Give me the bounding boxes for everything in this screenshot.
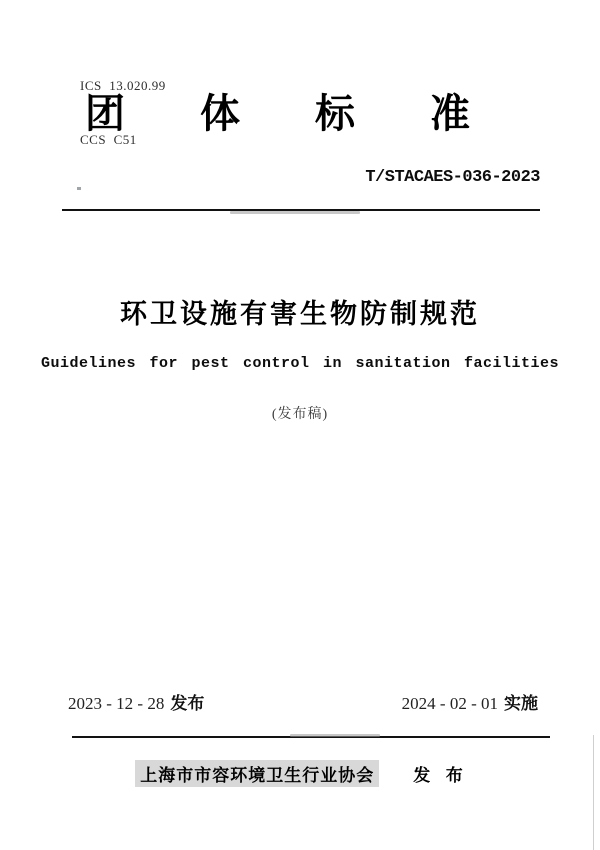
issue-date-item bbox=[68, 689, 204, 714]
standard-number: T/STACAES-036-2023 bbox=[365, 168, 540, 187]
draft-status-note: (发布稿) bbox=[271, 407, 329, 422]
publish-label: 发 布 bbox=[413, 766, 465, 785]
publisher-name: 上海市市容环境卫生行业协会 bbox=[135, 760, 379, 787]
publisher-row bbox=[0, 760, 600, 787]
implement-date: 2024 - 02 - 01 bbox=[401, 694, 498, 713]
scan-smudge bbox=[290, 734, 380, 737]
doc-type-char: 标 bbox=[315, 92, 355, 136]
issue-date: 2023 - 12 - 28 bbox=[68, 694, 165, 713]
page-title-chinese: 环卫设施有害生物防制规范 bbox=[120, 299, 480, 329]
scan-speck bbox=[77, 187, 81, 190]
doc-type-char: 团 bbox=[85, 92, 125, 136]
scanned-page-edge bbox=[593, 735, 594, 850]
implement-label: 实施 bbox=[504, 694, 538, 713]
page-title-english: Guidelines for pest control in sanitation facilities bbox=[40, 355, 560, 372]
scan-smudge bbox=[230, 211, 360, 214]
ics-code: ICS 13.020.99 bbox=[80, 78, 166, 93]
implement-date-item bbox=[402, 689, 538, 714]
ccs-code: CCS C51 bbox=[80, 132, 137, 147]
doc-type-char: 准 bbox=[430, 92, 470, 136]
document-type-title bbox=[85, 94, 470, 134]
dates-row bbox=[68, 689, 538, 714]
issue-label: 发布 bbox=[170, 694, 205, 713]
doc-type-char: 体 bbox=[200, 92, 240, 136]
